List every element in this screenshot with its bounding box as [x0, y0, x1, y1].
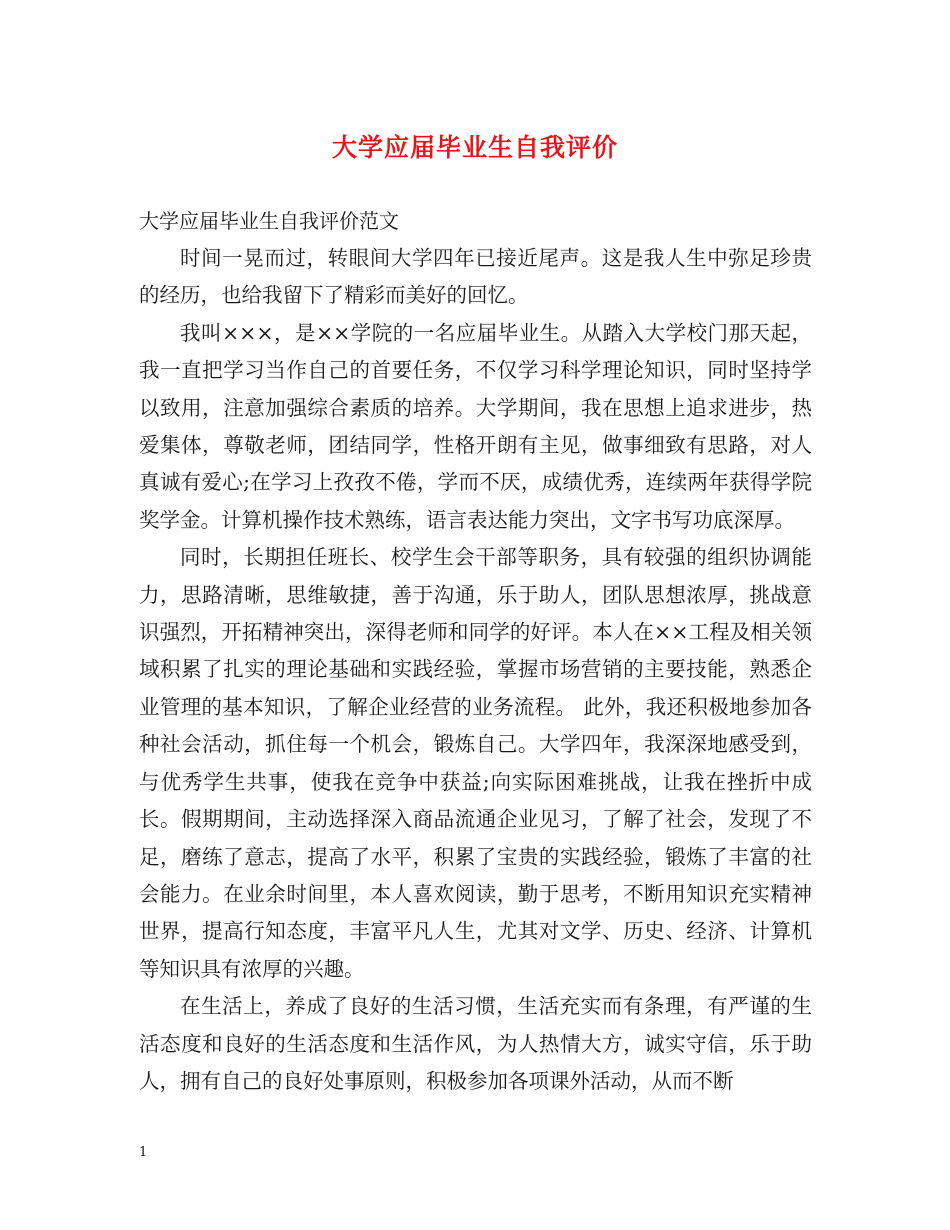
paragraph-study: 我叫×××，是××学院的一名应届毕业生。从踏入大学校门那天起，我一直把学习当作自己的首要任务，不仅学习科学理论知识，同时坚持学以致用，注意加强综合素质的培养。大学期间，我在思想上追求进步，热爱集体，尊敬老师，团结同学，性格开朗有主见，做事细致有思路，对人真诚有爱心;在学习上孜孜不倦，学而不厌，成绩优秀，连续两年获得学院奖学金。计算机操作技术熟练，语言表达能力突出，文字书写功底深厚。	[139, 320, 812, 532]
document-subtitle: 大学应届毕业生自我评价范文	[139, 209, 399, 233]
page-number: 1	[139, 1145, 148, 1160]
paragraph-activities: 同时，长期担任班长、校学生会干部等职务，具有较强的组织协调能力，思路清晰，思维敏捷，善于沟通，乐于助人，团队思想浓厚，挑战意识强烈，开拓精神突出，深得老师和同学的好评。本人在××工程及相关领域积累了扎实的理论基础和实践经验，掌握市场营销的主要技能，熟悉企业管理的基本知识，了解企业经营的业务流程。 此外，我还积极地参加各种社会活动，抓住每一个机会，锻炼自己。大学四年，我深深地感受到，与优秀学生共事，使我在竞争中获益;向实际困难挑战，让我在挫折中成长。假期期间，主动选择深入商品流通企业见习，了解了社会，发现了不足，磨练了意志，提高了水平，积累了宝贵的实践经验，锻炼了丰富的社会能力。在业余时间里，本人喜欢阅读，勤于思考，不断用知识充实精神世界，提高行知态度，丰富平凡人生，尤其对文学、历史、经济、计算机等知识具有浓厚的兴趣。	[139, 545, 812, 981]
document-body	[139, 203, 812, 1100]
paragraph-intro: 时间一晃而过，转眼间大学四年已接近尾声。这是我人生中弥足珍贵的经历，也给我留下了精彩而美好的回忆。	[139, 246, 812, 308]
paragraph-life: 在生活上，养成了良好的生活习惯，生活充实而有条理，有严谨的生活态度和良好的生活态度和生活作风，为人热情大方，诚实守信，乐于助人，拥有自己的良好处事原则，积极参加各项课外活动，从而不断	[139, 994, 812, 1093]
document-title: 大学应届毕业生自我评价	[331, 133, 618, 162]
